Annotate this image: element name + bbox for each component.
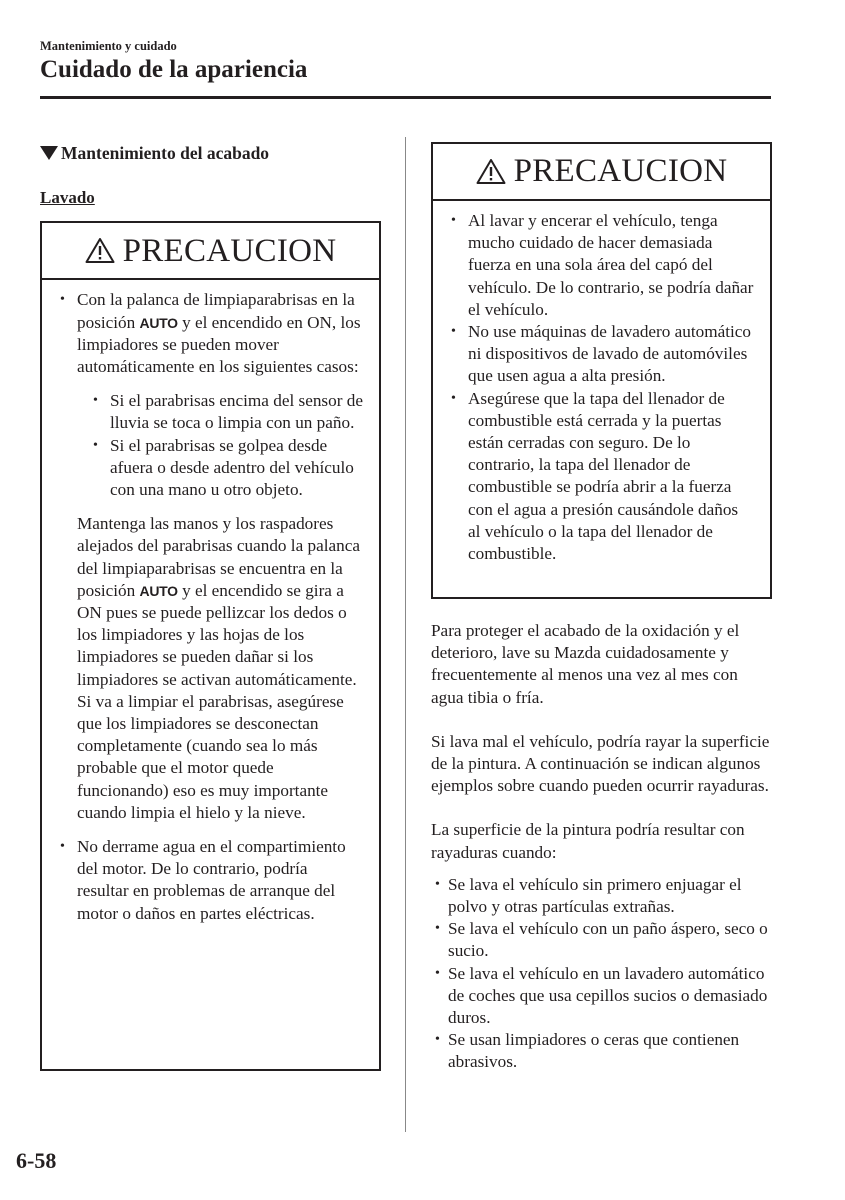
title-rule (40, 96, 771, 99)
scratch-list (431, 874, 771, 1074)
sub-heading: Lavado (40, 188, 95, 208)
page-title: Cuidado de la apariencia (40, 56, 308, 83)
caution-label: PRECAUCION (513, 153, 728, 190)
caution-item: • No use máquinas de lavadero automático ni dispositivos de lavado de automóviles que usen agua a alta presión. (451, 321, 754, 388)
section-heading (40, 142, 380, 164)
column-divider (405, 137, 406, 1132)
scratch-item: • Se lava el vehículo con un paño áspero, seco o sucio. (431, 918, 771, 962)
body-paragraph: La superficie de la pintura podría resultar con rayaduras cuando: (431, 820, 745, 862)
caution-body (42, 280, 379, 933)
caution-box-right (431, 142, 772, 599)
triangle-down-icon (40, 146, 58, 160)
caution-body (433, 201, 770, 574)
scratch-item: • Se lava el vehículo en un lavadero automático de coches que usa cepillos sucios o demasiado duros. (431, 963, 771, 1030)
auto-position-tag: AUTO (139, 582, 178, 599)
caution-continuation-2: Si va a limpiar el parabrisas, asegúrese que los limpiadores se desconectan completamente (cuando sea lo más probable que el motor quede funcionando) eso es muy importante cuando limpia el hielo y la nieve. (77, 691, 344, 822)
caution-label: PRECAUCION (122, 232, 337, 269)
scratch-item: • Se usan limpiadores o ceras que contienen abrasivos. (431, 1029, 771, 1073)
warning-icon (476, 158, 506, 185)
auto-position-tag: AUTO (139, 314, 178, 331)
caution-item: • No derrame agua en el compartimiento del motor. De lo contrario, podría resultar en problemas de arranque del motor o daños en partes eléctricas. (60, 836, 363, 925)
caution-header (42, 223, 379, 280)
caution-list (451, 210, 754, 565)
caution-item: • Con la palanca de limpiaparabrisas en la posición AUTO y el encendido en ON, los limpiadores se pueden mover automáticamente en los siguientes casos: • Si el parabrisas encima del sensor de lluvia se toca o limpia con un paño. • Si el parabrisas se golpea desde afuera o desde adentro del vehículo con una mano u otro objeto. Mantenga las manos y los raspadores alejados del parabrisas cuando la palanca del limpiaparabrisas se encuentra en la posición AUTO y el encendido se gira a ON pues se puede pellizcar los dedos o los limpiadores y las hojas de los limpiadores se pueden dañar si los limpiadores se activan automáticamente. Si va a limpiar el parabrisas, asegúrese que los limpiadores se desconectan completamente (cuando sea lo más probable que el motor quede funcionando) eso es muy importante cuando limpia el hielo y la nieve. (60, 289, 363, 824)
caution-sub-list (77, 390, 363, 501)
left-column (40, 142, 380, 1071)
right-column (431, 142, 771, 1074)
page-number: 6-58 (16, 1148, 57, 1173)
section-kicker: Mantenimiento y cuidado (40, 39, 177, 53)
caution-item: • Al lavar y encerar el vehículo, tenga mucho cuidado de hacer demasiada fuerza en una sola área del capó del vehículo. De lo contrario, se podría dañar el vehículo. (451, 210, 754, 321)
caution-sub-item: • Si el parabrisas encima del sensor de lluvia se toca o limpia con un paño. (93, 390, 363, 434)
body-paragraph: Si lava mal el vehículo, podría rayar la superficie de la pintura. A continuación se indican algunos ejemplos sobre cuando pueden ocurrir rayaduras. (431, 731, 770, 796)
caution-sub-item: • Si el parabrisas se golpea desde afuera o desde adentro del vehículo con una mano u otro objeto. (93, 435, 363, 502)
caution-continuation: Mantenga las manos y los raspadores alejados del parabrisas cuando la palanca del limpiaparabrisas se encuentra en la posición AUTO y el encendido se gira a ON pues se puede pellizcar los dedos o los limpiadores y las hojas de los limpiadores se pueden dañar si los limpiadores se activan automáticamente. (77, 514, 360, 689)
caution-header (433, 144, 770, 201)
body-paragraph: Para proteger el acabado de la oxidación y el deterioro, lave su Mazda cuidadosamente y frecuentemente al menos una vez al mes con agua tibia o fría. (431, 621, 740, 707)
section-heading-text: Mantenimiento del acabado (61, 143, 270, 163)
caution-item: • Asegúrese que la tapa del llenador de combustible está cerrada y la puertas están cerradas con seguro. De lo contrario, la tapa del llenador de combustible se podría abrir a la fuerza con el agua a presión causándole daños al vehículo o la tapa del llenador de combustible. (451, 388, 754, 566)
warning-icon (85, 237, 115, 264)
scratch-item: • Se lava el vehículo sin primero enjuagar el polvo y otras partículas extrañas. (431, 874, 771, 918)
caution-box-left (40, 221, 381, 1071)
caution-list (60, 289, 363, 924)
